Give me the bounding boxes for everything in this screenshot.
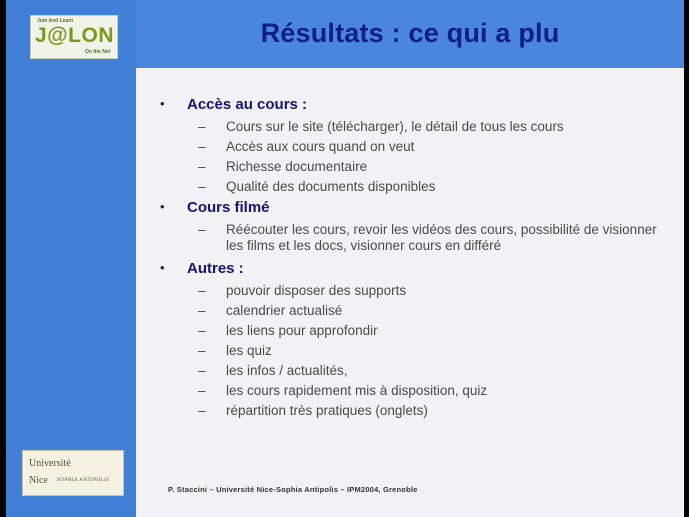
unice-logo-line2: Nice: [29, 475, 48, 486]
section-acces: [160, 96, 670, 197]
dash-icon: –: [198, 159, 206, 174]
list-item: – Accès aux cours quand on veut: [160, 137, 670, 157]
section-cours-filme: [160, 199, 670, 256]
universite-nice-logo: [22, 450, 124, 496]
list-item: – les liens pour approfondir: [160, 321, 670, 341]
bullet-icon: •: [160, 199, 165, 214]
slide-title: Résultats : ce qui a plu: [260, 18, 560, 48]
list-item: – les cours rapidement mis à disposition, quiz: [160, 381, 670, 401]
list-item: – Qualité des documents disponibles: [160, 177, 670, 197]
list-item: – les infos / actualités,: [160, 361, 670, 381]
dash-icon: –: [198, 139, 206, 154]
list-item: – Richesse documentaire: [160, 157, 670, 177]
list-item: – Cours sur le site (télécharger), le détail de tous les cours: [160, 117, 670, 137]
list-item: – répartition très pratiques (onglets): [160, 401, 670, 421]
content-list: [160, 96, 670, 421]
list-item: – les quiz: [160, 341, 670, 361]
dash-icon: –: [198, 343, 206, 358]
slide: [6, 0, 684, 517]
bullet-icon: •: [160, 260, 165, 275]
list-item: – Réécouter les cours, revoir les vidéos des cours, possibilité de visionner les films et les docs, visionner cours en différé: [198, 222, 657, 253]
section-label: Autres :: [187, 260, 244, 277]
section-label: Cours filmé: [187, 199, 270, 216]
dash-icon: –: [198, 283, 206, 298]
dash-icon: –: [198, 179, 206, 194]
dash-icon: –: [198, 383, 206, 398]
jalon-logo-tagline-bottom: On the Net: [85, 49, 111, 55]
sidebar: [6, 0, 136, 517]
dash-icon: –: [198, 303, 206, 318]
footer-credit: P. Staccini – Université Nice-Sophia Antipolis – IPM2004, Grenoble: [168, 485, 418, 494]
dash-icon: –: [198, 323, 206, 338]
dash-icon: –: [198, 222, 206, 237]
dash-icon: –: [198, 403, 206, 418]
unice-logo-line1: Université: [29, 458, 71, 469]
list-item: – pouvoir disposer des supports: [160, 281, 670, 301]
jalon-logo-name: J@LON: [35, 24, 114, 47]
jalon-logo: [30, 15, 118, 59]
bullet-icon: •: [160, 96, 165, 111]
section-label: Accès au cours :: [187, 96, 308, 113]
section-autres: [160, 260, 670, 421]
dash-icon: –: [198, 363, 206, 378]
unice-logo-line3: SOPHIA ANTIPOLIS: [57, 478, 110, 483]
dash-icon: –: [198, 119, 206, 134]
list-item: – calendrier actualisé: [160, 301, 670, 321]
jalon-logo-tagline-top: Join And Learn: [37, 18, 74, 24]
